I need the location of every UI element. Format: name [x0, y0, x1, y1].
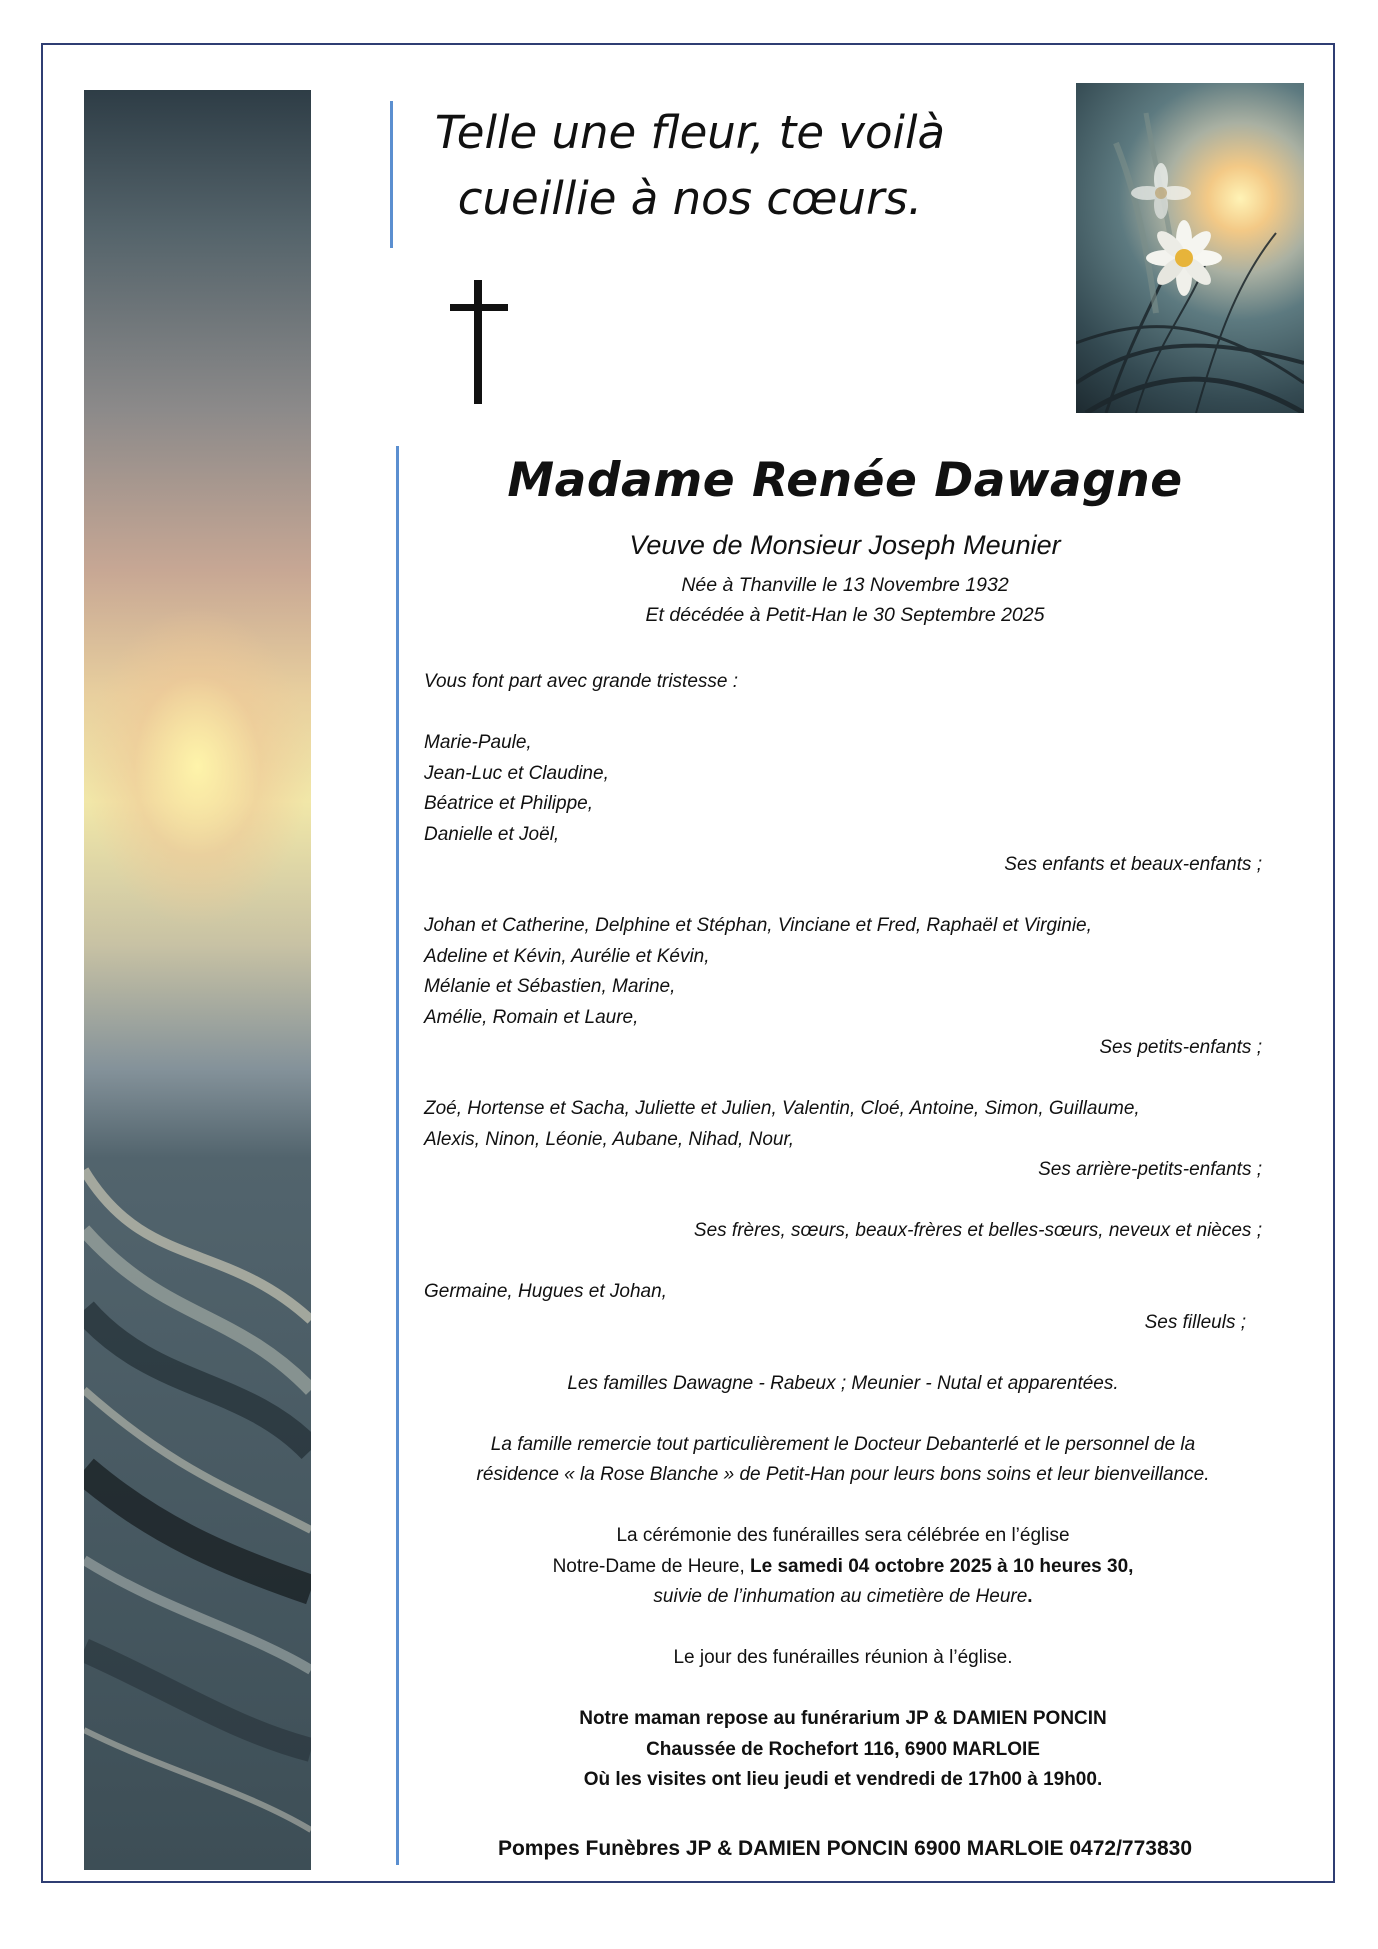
- body-accent-line: [396, 446, 399, 1865]
- grandchildren-label: Ses petits-enfants ;: [1099, 1037, 1262, 1058]
- grandchild-line: Johan et Catherine, Delphine et Stéphan, Vinciane et Fred, Raphaël et Virginie,: [424, 915, 1092, 936]
- great-grandchild-line: Alexis, Ninon, Léonie, Aubane, Nihad, Nour,: [424, 1128, 795, 1150]
- daisy-photo: [1076, 83, 1304, 413]
- ceremony-date: Le samedi 04 octobre 2025 à 10 heures 30,: [750, 1555, 1134, 1577]
- ceremony-place: Notre-Dame de Heure,: [552, 1555, 751, 1577]
- children-label: Ses enfants et beaux-enfants ;: [1004, 854, 1262, 875]
- visitation-line-3: Où les visites ont lieu jeudi et vendredi de 17h00 à 19h00.: [583, 1769, 1103, 1790]
- death-line: Et décédée à Petit-Han le 30 Septembre 2025: [645, 604, 1045, 626]
- birth-line: Née à Thanville le 13 Novembre 1932: [681, 574, 1009, 596]
- birth-death-info: [420, 570, 1270, 630]
- great-grandchildren-label: Ses arrière-petits-enfants ;: [1038, 1159, 1262, 1180]
- intro-line: Vous font part avec grande tristesse :: [424, 671, 739, 692]
- grandchild-line: Amélie, Romain et Laure,: [424, 1006, 639, 1028]
- burial-period: .: [1027, 1586, 1033, 1607]
- quote-accent-line: [390, 101, 393, 248]
- thanks-line-2: résidence « la Rose Blanche » de Petit-Han pour leurs bons soins et leur bienveillance.: [476, 1464, 1210, 1485]
- decorative-side-image: [84, 90, 311, 1870]
- quote-line-1: Telle une fleur, te voilà: [434, 106, 946, 159]
- child-line: Marie-Paule,: [424, 732, 532, 753]
- families-line: Les familles Dawagne - Rabeux ; Meunier - Nutal et apparentées.: [567, 1372, 1119, 1394]
- grandchild-line: Mélanie et Sébastien, Marine,: [424, 976, 676, 997]
- child-line: Jean-Luc et Claudine,: [424, 762, 609, 784]
- ceremony-line-3: [424, 1582, 1262, 1613]
- ceremony-line-1: La cérémonie des funérailles sera célébrée en l’église: [616, 1525, 1070, 1546]
- funeral-home-footer: Pompes Funèbres JP & DAMIEN PONCIN 6900 MARLOIE 0472/773830: [497, 1837, 1193, 1860]
- memorial-quote: [420, 100, 960, 232]
- deceased-name: Madame Renée Dawagne: [507, 453, 1183, 508]
- grandchild-line: Adeline et Kévin, Aurélie et Kévin,: [424, 945, 710, 967]
- announcement-body: [424, 667, 1262, 1796]
- ceremony-line-2: [424, 1552, 1262, 1583]
- godchild-line: Germaine, Hugues et Johan,: [424, 1281, 667, 1302]
- child-line: Béatrice et Philippe,: [424, 793, 593, 814]
- latin-cross-icon: [450, 280, 510, 404]
- child-line: Danielle et Joël,: [424, 823, 560, 845]
- thanks-line-1: La famille remercie tout particulièrement le Docteur Debanterlé et le personnel de la: [490, 1433, 1196, 1455]
- siblings-label: Ses frères, sœurs, beaux-frères et belles-sœurs, neveux et nièces ;: [693, 1220, 1262, 1241]
- great-grandchild-line: Zoé, Hortense et Sacha, Juliette et Julien, Valentin, Cloé, Antoine, Simon, Guillaume,: [424, 1098, 1140, 1119]
- godchildren-label: Ses filleuls ;: [1144, 1311, 1246, 1333]
- quote-line-2: cueillie à nos cœurs.: [457, 172, 923, 225]
- visitation-line-1: Notre maman repose au funérarium JP & DAMIEN PONCIN: [579, 1708, 1107, 1729]
- burial-info: suivie de l’inhumation au cimetière de Heure: [653, 1586, 1028, 1607]
- visitation-line-2: Chaussée de Rochefort 116, 6900 MARLOIE: [646, 1738, 1040, 1760]
- widow-of-line: Veuve de Monsieur Joseph Meunier: [629, 530, 1061, 560]
- meeting-line: Le jour des funérailles réunion à l’église.: [673, 1647, 1013, 1668]
